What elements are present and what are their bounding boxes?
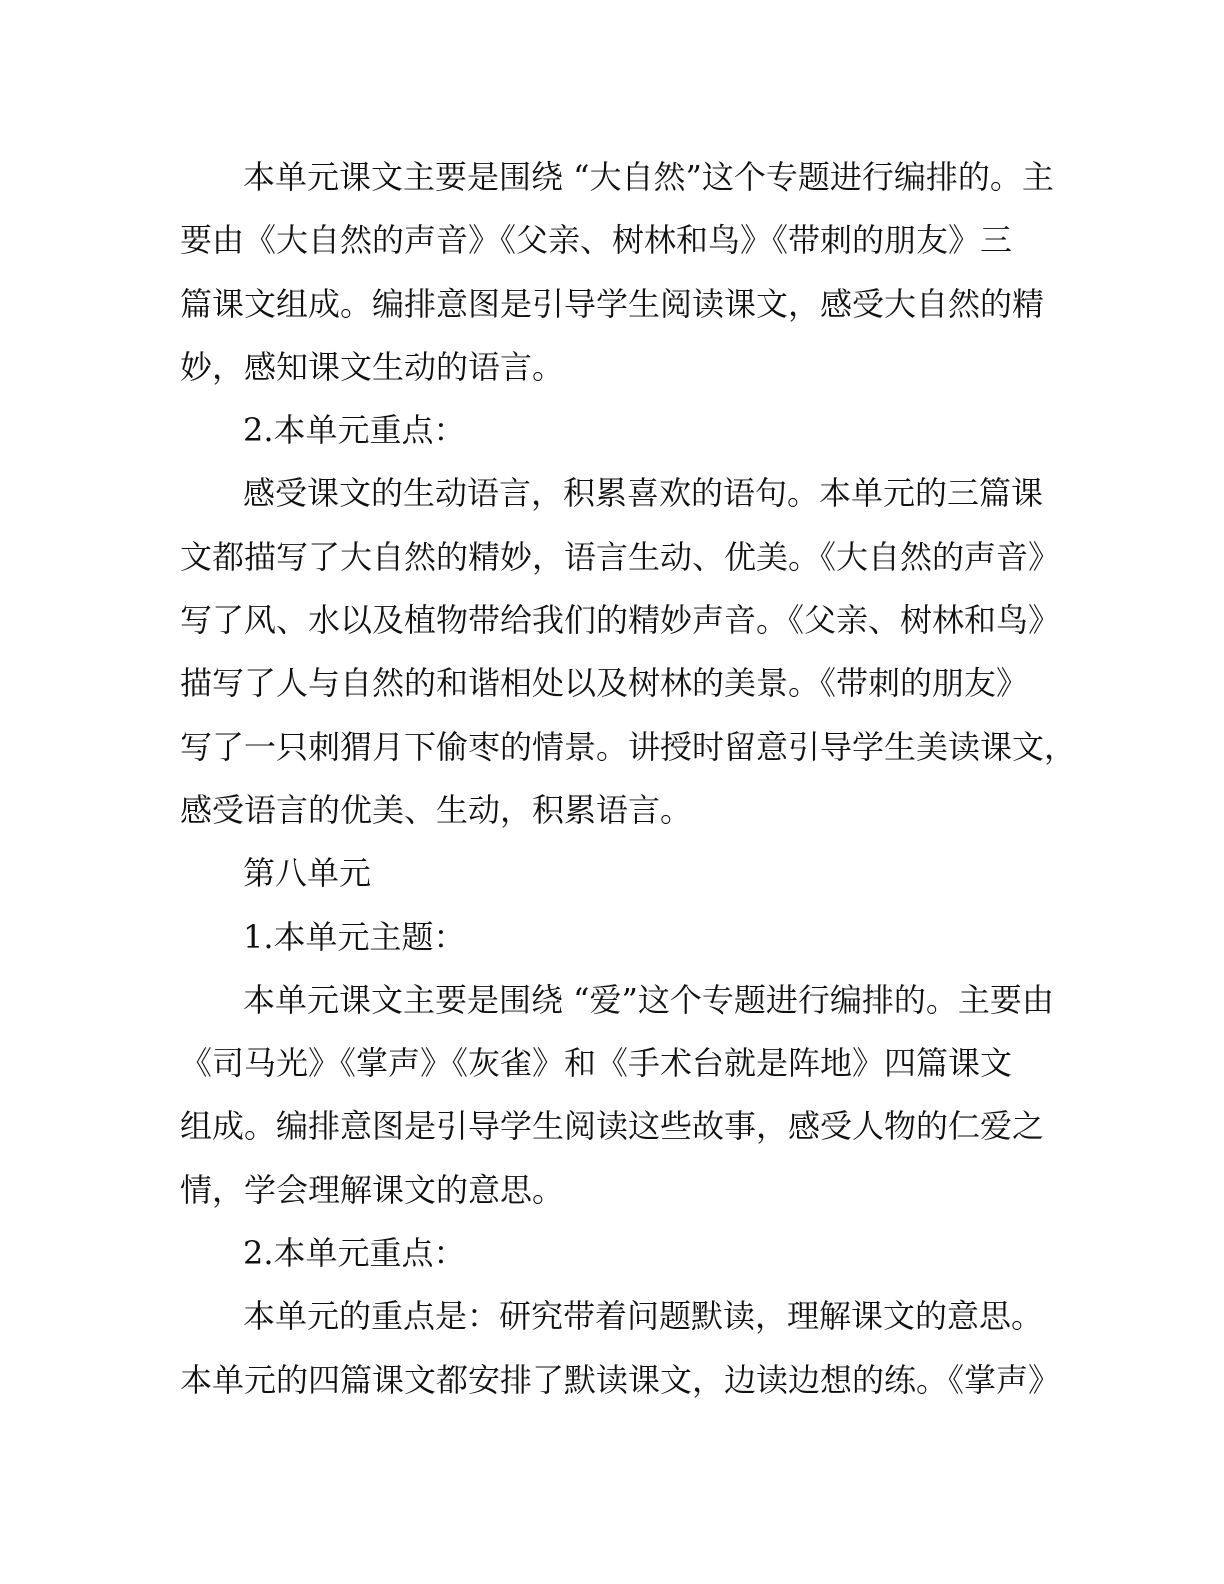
paragraph-line: 本单元课文主要是围绕 “爱”这个专题进行编排的。主要由 [243, 980, 1054, 1019]
section-heading: 2.本单元重点： [243, 411, 466, 450]
paragraph-line: 本单元的四篇课文都安排了默读课文，边读边想的练。《掌声》 [180, 1360, 1061, 1399]
paragraph-line: 要由《大自然的声音》《父亲、树林和鸟》《带刺的朋友》三 [180, 221, 1013, 260]
paragraph-line: 写了一只刺猬月下偷枣的情景。讲授时留意引导学生美读课文， [180, 727, 1077, 766]
document-body [180, 146, 1077, 1412]
paragraph-line: 《司马光》《掌声》《灰雀》和《手术台就是阵地》四篇课文 [180, 1044, 1013, 1083]
paragraph-line: 感受课文的生动语言，积累喜欢的语句。本单元的三篇课 [243, 474, 1044, 513]
paragraph-line: 情，学会理解课文的意思。 [180, 1170, 565, 1209]
paragraph-line: 本单元的重点是：研究带着问题默读，理解课文的意思。 [243, 1297, 1044, 1336]
paragraph-line: 组成。编排意图是引导学生阅读这些故事，感受人物的仁爱之 [180, 1107, 1045, 1146]
section-heading: 2.本单元重点： [243, 1234, 466, 1273]
paragraph-line: 文都描写了大自然的精妙，语言生动、优美。《大自然的声音》 [180, 537, 1061, 576]
paragraph-line: 本单元课文主要是围绕 “大自然”这个专题进行编排的。主 [243, 158, 1054, 196]
unit-heading: 第八单元 [243, 854, 372, 893]
paragraph-line: 描写了人与自然的和谐相处以及树林的美景。《带刺的朋友》 [180, 664, 1029, 703]
section-heading: 1.本单元主题： [243, 917, 466, 956]
paragraph-line: 写了风、水以及植物带给我们的精妙声音。《父亲、树林和鸟》 [180, 601, 1061, 640]
paragraph-line: 篇课文组成。编排意图是引导学生阅读课文，感受大自然的精 [180, 284, 1045, 323]
paragraph-line: 妙，感知课文生动的语言。 [180, 347, 565, 386]
paragraph-line: 感受语言的优美、生动，积累语言。 [180, 790, 693, 829]
